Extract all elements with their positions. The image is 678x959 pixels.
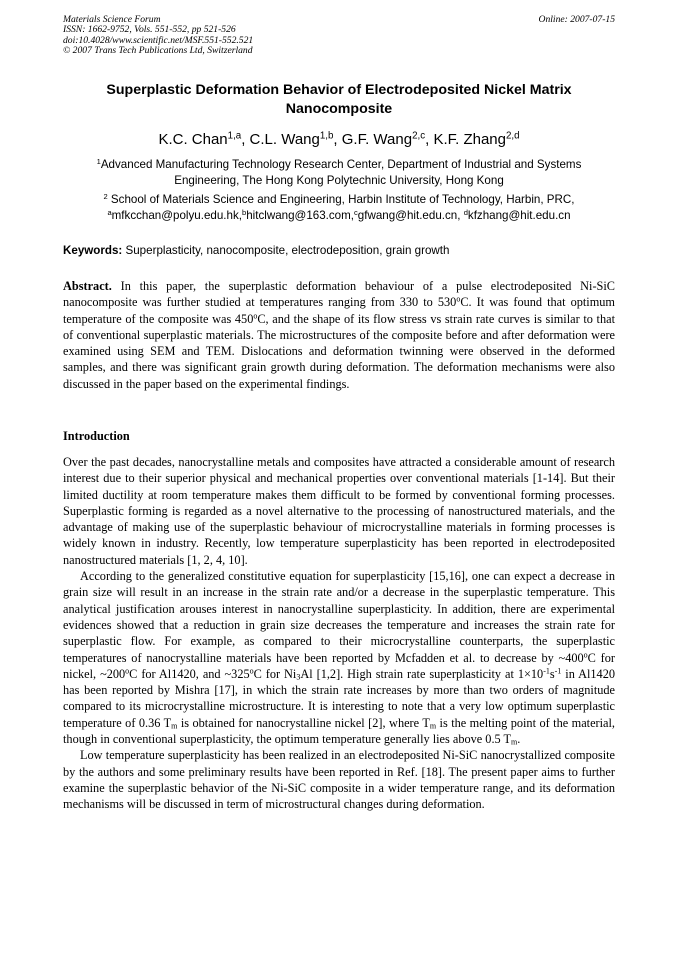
keywords-label: Keywords:	[63, 244, 123, 257]
author-affiliation-mark: 1,b	[319, 130, 334, 142]
journal-name: Materials Science Forum	[63, 14, 161, 25]
abstract-label: Abstract.	[63, 279, 112, 293]
author-separator: ,	[333, 131, 342, 148]
paper-title: Superplastic Deformation Behavior of Electrodeposited Nickel Matrix Nanocomposite	[106, 82, 572, 117]
affiliation-text: Advanced Manufacturing Technology Research Center, Department of Industrial and Systems Engineering, The Hong Kong Polytechnic University, Hong Kong	[100, 158, 582, 187]
subscript: m	[511, 737, 518, 747]
paragraph-text: C for Al1420, and ~325	[129, 666, 250, 681]
email-mark: d	[463, 207, 468, 217]
issn-line: ISSN: 1662-9752, Vols. 551-552, pp 521-526	[63, 24, 236, 36]
email-address: gfwang@hit.edu.cn	[357, 208, 458, 222]
abstract-text: C. It was found that optimum temperature of the composite was 450	[63, 295, 615, 326]
email-address: kfzhang@hit.edu.cn	[467, 208, 571, 222]
author-list	[63, 131, 615, 149]
email-mark: a	[107, 207, 112, 217]
paragraph-text: in Al1420 has been reported by Mishra [17], in which the strain rate increases by more than two orders of magnitude compared to its microcrystalline microstructure. It is interesting to note that a very low optimum superplastic temperature of 0.36 T	[63, 666, 615, 730]
author-name: K.F. Zhang	[433, 131, 506, 148]
affiliation-1	[63, 157, 615, 188]
subscript: 3	[296, 672, 301, 682]
subscript: m	[429, 721, 437, 731]
author-name: G.F. Wang	[341, 131, 413, 148]
paragraph-text: is obtained for nanocrystalline nickel [2], where T	[177, 715, 430, 730]
paragraph-text: is the melting point of the material, though in conventional superplasticity, the optimum temperature generally lies above 0.5 T	[63, 715, 615, 747]
affiliation-mark: 1	[96, 156, 101, 166]
keywords	[63, 243, 615, 258]
degree-mark: o	[456, 294, 461, 304]
degree-mark: o	[249, 666, 254, 676]
affiliation-2	[63, 192, 615, 223]
abstract-text: C, and the shape of its flow stress vs strain rate curves is similar to that of conventional superplastic materials. The microstructures of the composite before and after deformation were examined using SEM and TEM. Dislocations and deformation twinning were observed in the deformed samples, and there was significant grain growth during deformation. The deformation mechanisms were also discussed in the paper based on the experimental findings.	[63, 311, 615, 391]
email-separator: ,	[457, 208, 464, 222]
email-separator: ,	[350, 208, 355, 222]
keywords-text: Superplasticity, nanocomposite, electrodeposition, grain growth	[122, 244, 450, 257]
degree-mark: o	[125, 666, 130, 676]
abstract	[63, 278, 615, 392]
paragraph	[63, 568, 615, 747]
author-name: C.L. Wang	[249, 131, 320, 148]
paragraph-text: .	[517, 732, 521, 747]
introduction-body	[63, 454, 615, 813]
email-address: hitclwang@163.com	[246, 208, 351, 222]
email-separator: ,	[238, 208, 243, 222]
author-separator: ,	[425, 131, 434, 148]
degree-mark: o	[583, 650, 588, 660]
exponent: -1	[543, 666, 550, 676]
subscript: m	[171, 721, 178, 731]
author-name: K.C. Chan	[158, 131, 228, 148]
author-separator: ,	[241, 131, 250, 148]
author-affiliation-mark: 2,c	[412, 130, 426, 142]
paragraph-text: C for Ni	[253, 666, 297, 681]
degree-mark: o	[253, 311, 258, 321]
paragraph: Over the past decades, nanocrystalline metals and composites have attracted a considerable amount of research interest due to their superior physical and mechanical properties over conventional materials [1-14]. But their limited ductility at room temperature makes them difficult to be formed by conventional forming processes. Superplastic forming is regarded as a novel alternative to the processing of nanostructured materials, and the advantage of making use of the superplastic behaviour of microcrystalline materials in forming processes is widely known in industry. Recently, low temperature superplasticity has been reported in electrodeposited nanostructured materials [1, 2, 4, 10].	[63, 455, 615, 567]
paragraph: Low temperature superplasticity has been realized in an electrodeposited Ni-SiC nanocrystallized composite by the authors and some preliminary results have been reported in Ref. [18]. The present paper aims to further examine the superplastic behavior of the Ni-SiC composite in a wider temperature range, and its deformation mechanisms will be discussed in term of microstructural changes during deformation.	[63, 748, 615, 812]
doi-line: doi:10.4028/www.scientific.net/MSF.551-552.521	[63, 34, 254, 46]
section-heading-introduction: Introduction	[63, 429, 130, 443]
paragraph-text: s	[549, 666, 555, 681]
copyright-line: © 2007 Trans Tech Publications Ltd, Switzerland	[63, 45, 253, 57]
affiliation-text: School of Materials Science and Engineering, Harbin Institute of Technology, Harbin, PRC,	[107, 193, 575, 206]
journal-header	[63, 15, 615, 57]
paragraph-text: According to the generalized constitutive equation for superplasticity [15,16], one can expect a decrease in grain size will result in an increase in the strain rate and/or a decrease in the superplastic temperature. This analytical justification arouses interest in nanocrystalline superplasticity. In addition, there are experimental evidences showed that a reduction in grain size decreases the temperature and increases the strain rate for superplastic flow. For example, as compared to their microcrystalline counterparts, the superplastic temperatures of nanocrystalline materials have been reported by Mcfadden et al. to decrease by ~400	[63, 569, 615, 665]
author-affiliation-mark: 1,a	[227, 130, 242, 142]
affiliation-mark: 2	[103, 191, 108, 201]
abstract-text: In this paper, the superplastic deformation behaviour of a pulse electrodeposited Ni-SiC nanocomposite was further studied at temperatures ranging from 330 to 530	[63, 279, 615, 310]
email-address: mfkcchan@polyu.edu.hk	[111, 208, 239, 222]
author-affiliation-mark: 2,d	[505, 130, 520, 142]
online-date: Online: 2007-07-15	[538, 14, 615, 25]
email-mark: c	[354, 207, 358, 217]
paragraph-text: C for nickel, ~200	[63, 650, 615, 681]
exponent: -1	[554, 666, 562, 676]
paragraph-text: Al [1,2]. High strain rate superplasticity at 1×10	[300, 666, 544, 681]
email-mark: b	[242, 207, 247, 217]
